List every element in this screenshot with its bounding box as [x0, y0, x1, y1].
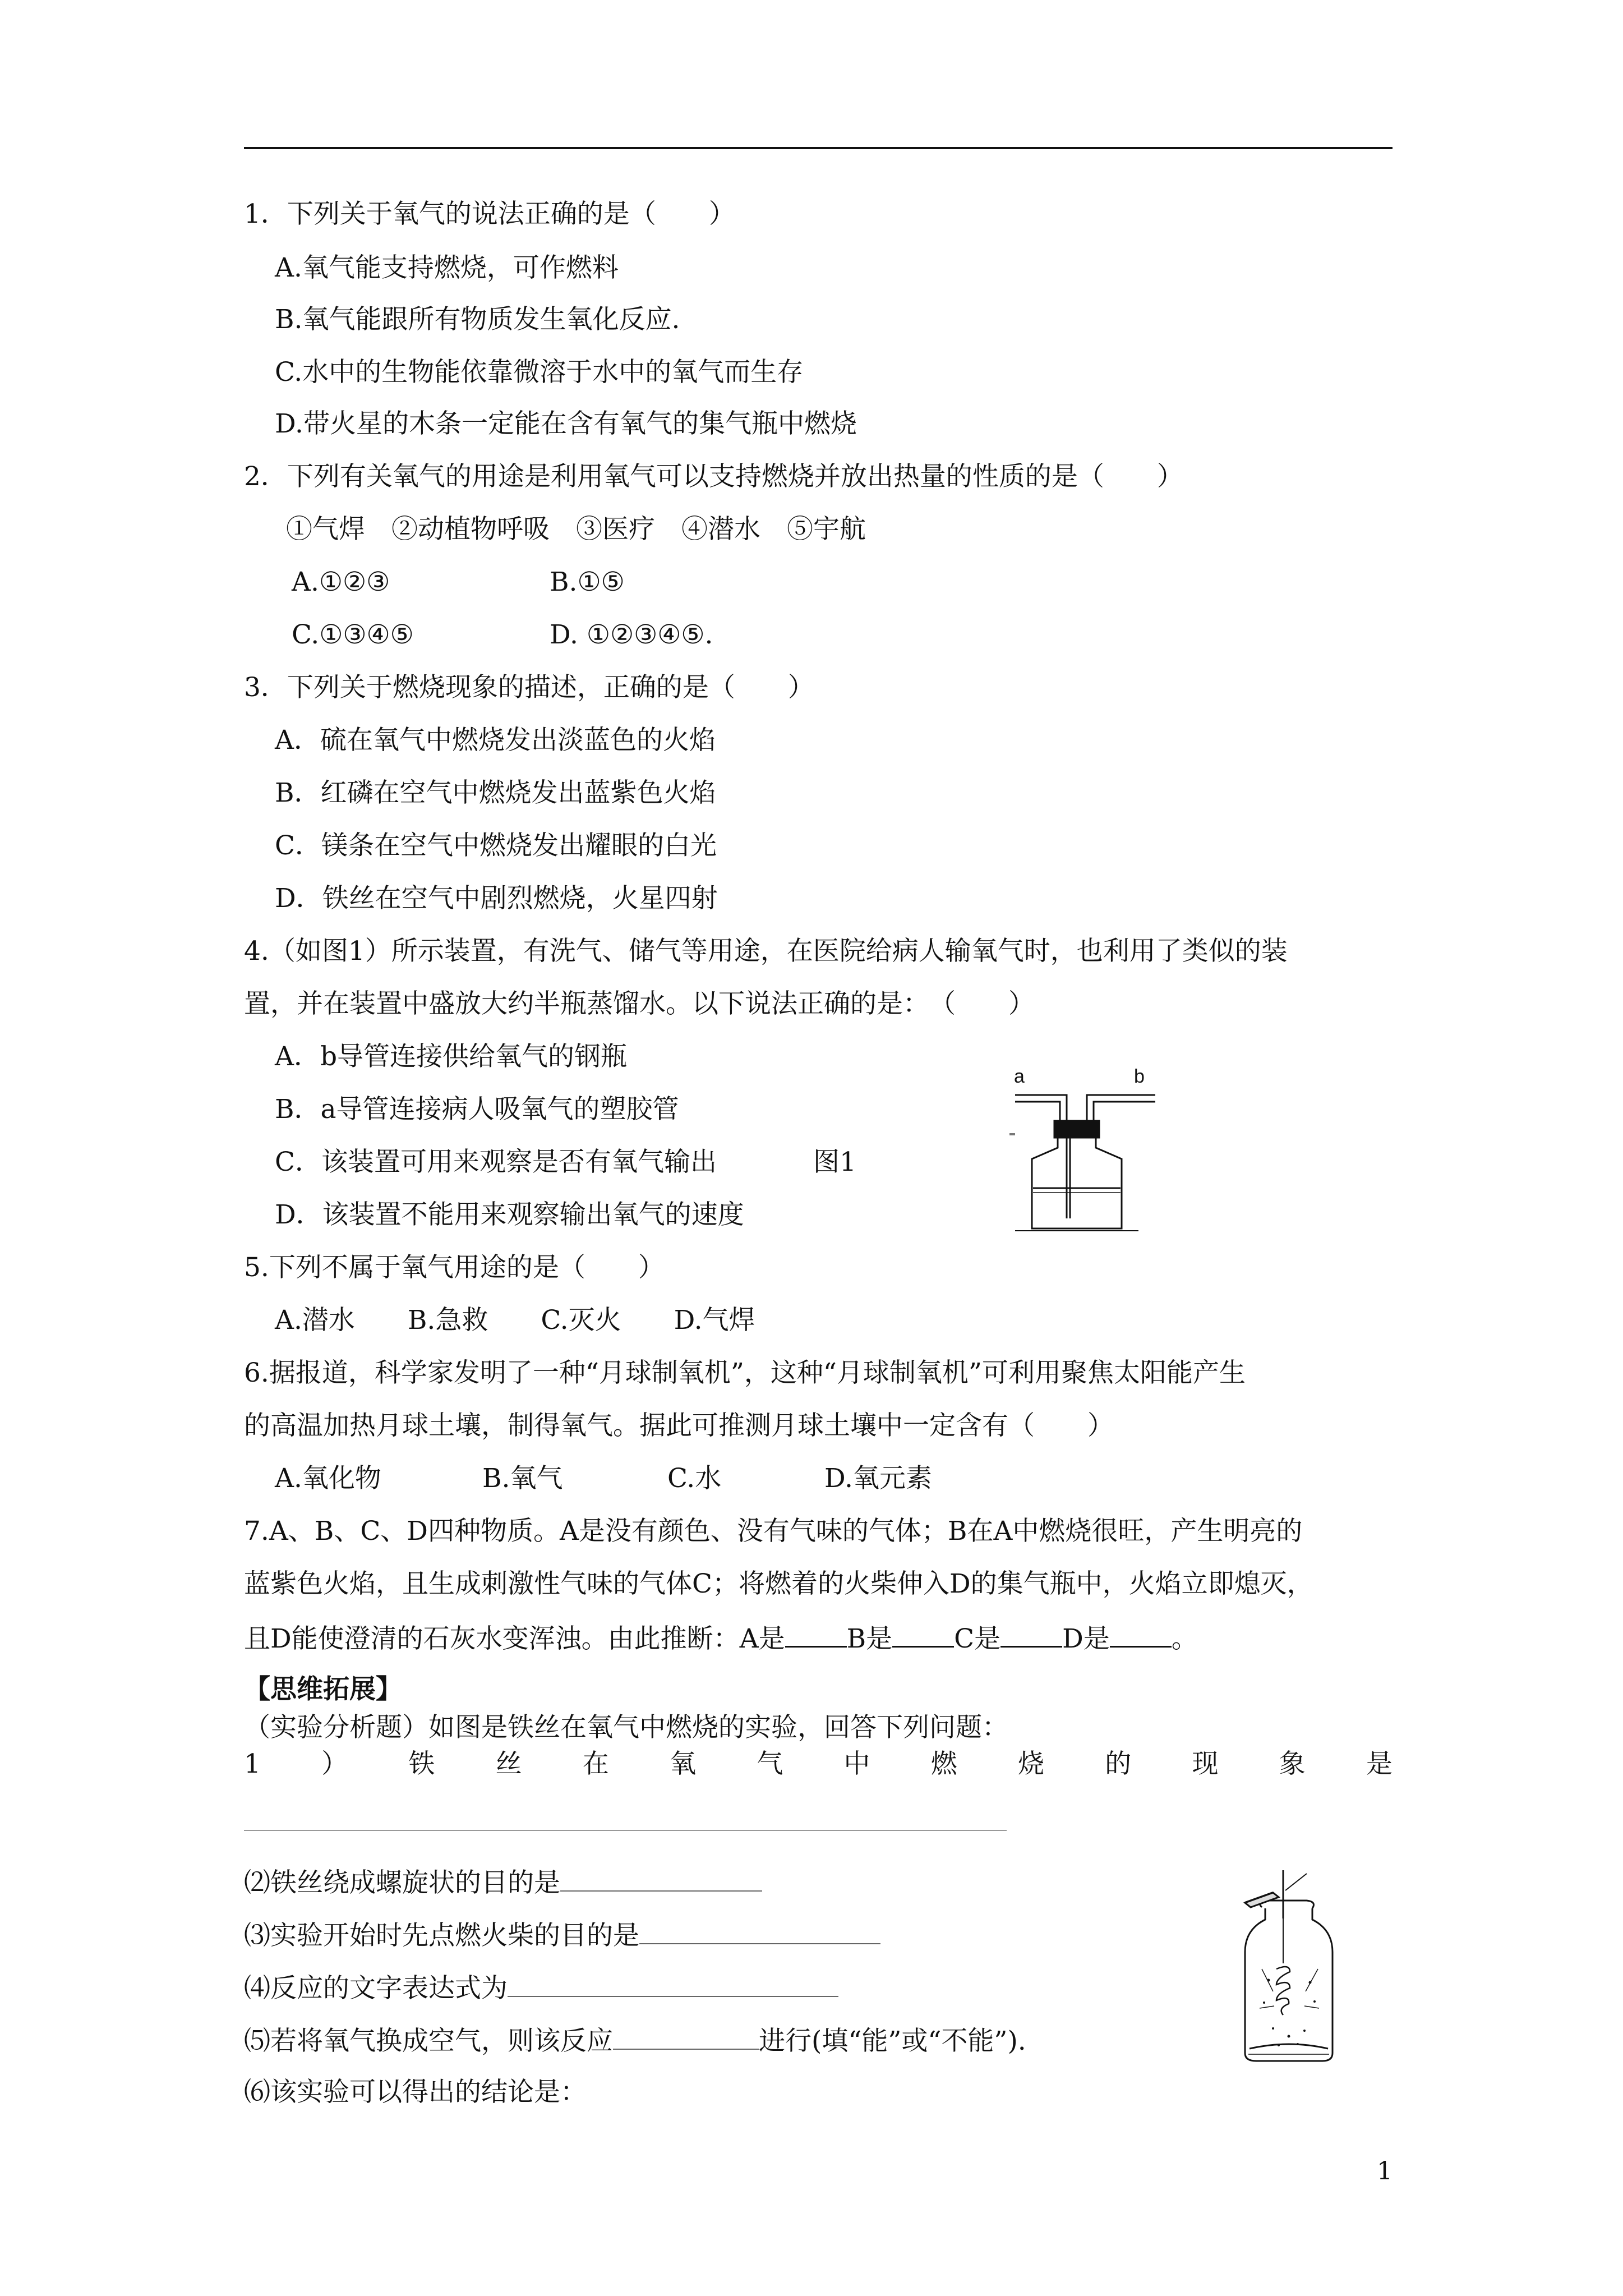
extension-q4-blank[interactable]: [508, 1970, 838, 1997]
extension-q1-char: 是: [1366, 1749, 1393, 1779]
extension-q1-char: 气: [757, 1749, 783, 1779]
q2-option-c: C.①③④⑤: [292, 619, 414, 650]
figure-label-a: a: [1014, 1066, 1025, 1087]
q6-option-b: B.氧气: [482, 1463, 563, 1494]
extension-q5-text-a: ⑸若将氧气换成空气，则该反应: [244, 2026, 613, 2056]
q5-options: A.潜水 B.急救 C.灭火 D.气焊: [275, 1305, 755, 1336]
iron-wire-combustion-figure: [1223, 1868, 1352, 2070]
extension-q2: [244, 1865, 762, 1900]
extension-q1-char: 氧: [670, 1749, 697, 1779]
q1-option-d: D.带火星的木条一定能在含有氧气的集气瓶中燃烧: [275, 408, 857, 439]
q6-option-a: A.氧化物: [275, 1463, 381, 1494]
q1-option-a: A.氧气能支持燃烧，可作燃料: [275, 252, 619, 283]
q7-answer-d-blank[interactable]: [1110, 1620, 1172, 1648]
extension-q3: [244, 1917, 880, 1953]
q2-option-a: A.①②③: [292, 567, 390, 597]
q2-option-d: D. ①②③④⑤.: [550, 619, 713, 650]
q7-prompt-b: B是: [846, 1623, 893, 1654]
q1-option-c: C.水中的生物能依靠微溶于水中的氧气而生存: [275, 357, 804, 388]
extension-q1-char: 象: [1279, 1749, 1306, 1779]
q7-prompt-c: C是: [954, 1623, 1001, 1654]
q1-stem: 1．下列关于氧气的说法正确的是（ ）: [244, 199, 735, 229]
q4-figure-caption: 图1: [813, 1147, 856, 1177]
q5-stem: 5.下列不属于氧气用途的是（ ）: [244, 1252, 665, 1283]
q4-stem-line2: 置，并在装置中盛放大约半瓶蒸馏水。以下说法正确的是： （ ）: [244, 988, 1035, 1019]
extension-q1-char: 在: [582, 1749, 609, 1779]
extension-q1-answer-line[interactable]: [244, 1830, 1007, 1831]
q3-option-d: D．铁丝在空气中剧烈燃烧，火星四射: [275, 883, 718, 914]
q6-stem-line1: 6.据报道，科学家发明了一种“月球制氧机”，这种“月球制氧机”可利用聚焦太阳能产生: [244, 1358, 1246, 1388]
extension-q3-blank[interactable]: [639, 1917, 880, 1944]
extension-q2-text: ⑵铁丝绕成螺旋状的目的是: [244, 1867, 560, 1898]
extension-q1-row: [244, 1747, 1393, 1781]
gas-washing-bottle-figure: [1004, 1060, 1172, 1240]
extension-q1-char: 燃: [930, 1749, 957, 1779]
q2-stem: 2．下列有关氧气的用途是利用氧气可以支持燃烧并放出热量的性质的是（ ）: [244, 461, 1183, 492]
extension-q1-char: 的: [1105, 1749, 1132, 1779]
figure-label-b: b: [1134, 1066, 1145, 1087]
q7-prompt-d: D是: [1062, 1623, 1110, 1654]
q2-items: ①气焊 ②动植物呼吸 ③医疗 ④潜水 ⑤宇航: [286, 514, 866, 545]
q7-line2: 蓝紫色火焰，且生成刺激性气味的气体C；将燃着的火柴伸入D的集气瓶中，火焰立即熄灭，: [244, 1568, 1313, 1599]
q6-option-d: D.氧元素: [824, 1463, 932, 1494]
q3-option-b: B．红磷在空气中燃烧发出蓝紫色火焰: [275, 777, 716, 808]
q4-option-c: C．该装置可用来观察是否有氧气输出: [275, 1147, 717, 1177]
extension-intro: （实验分析题）如图是铁丝在氧气中燃烧的实验，回答下列问题：: [244, 1712, 1008, 1743]
header-rule: [244, 147, 1393, 149]
q6-option-c: C.水: [667, 1463, 722, 1494]
q3-option-a: A．硫在氧气中燃烧发出淡蓝色的火焰: [275, 725, 716, 756]
q7-line3: [244, 1620, 1198, 1656]
extension-q1-char: ）: [321, 1749, 348, 1779]
extension-q5-text-b: 进行(填“能”或“不能”).: [759, 2026, 1026, 2056]
extension-q1-char: 丝: [495, 1749, 522, 1779]
q3-option-c: C．镁条在空气中燃烧发出耀眼的白光: [275, 830, 717, 861]
page-number: 1: [1377, 2157, 1393, 2185]
q7-line1: 7.A、B、C、D四种物质。A是没有颜色、没有气味的气体；B在A中燃烧很旺，产生明亮的: [244, 1516, 1303, 1547]
extension-q3-text: ⑶实验开始时先点燃火柴的目的是: [244, 1920, 639, 1951]
extension-q1-char: 铁: [408, 1749, 435, 1779]
extension-q1-char: 中: [843, 1749, 870, 1779]
q7-end: 。: [1171, 1623, 1198, 1654]
extension-heading: 【思维拓展】: [244, 1674, 402, 1705]
q7-answer-c-blank[interactable]: [1000, 1620, 1062, 1648]
q2-option-b: B.①⑤: [550, 567, 625, 597]
q4-option-a: A．b导管连接供给氧气的钢瓶: [275, 1041, 628, 1072]
q4-option-d: D．该装置不能用来观察输出氧气的速度: [275, 1199, 744, 1230]
q7-prompt-a: 且D能使澄清的石灰水变浑浊。由此推断：A是: [244, 1623, 785, 1654]
extension-q1-char: 现: [1192, 1749, 1219, 1779]
extension-q1-char: 1: [244, 1749, 261, 1779]
q6-stem-line2: 的高温加热月球土壤，制得氧气。据此可推测月球土壤中一定含有（ ）: [244, 1410, 1114, 1441]
q7-answer-b-blank[interactable]: [892, 1620, 954, 1648]
q3-stem: 3．下列关于燃烧现象的描述，正确的是（ ）: [244, 672, 814, 703]
extension-q4: [244, 1970, 838, 2005]
extension-q4-text: ⑷反应的文字表达式为: [244, 1973, 508, 2004]
extension-q1-char: 烧: [1018, 1749, 1045, 1779]
extension-q2-blank[interactable]: [560, 1865, 762, 1892]
q1-option-b: B.氧气能跟所有物质发生氧化反应.: [275, 304, 680, 335]
q4-option-b: B．a导管连接病人吸氧气的塑胶管: [275, 1094, 679, 1125]
extension-q5-blank[interactable]: [613, 2023, 759, 2050]
extension-q6: ⑹该实验可以得出的结论是：: [244, 2077, 587, 2108]
q7-answer-a-blank[interactable]: [785, 1620, 847, 1648]
extension-q5: [244, 2023, 1026, 2058]
q4-stem-line1: 4.（如图1）所示装置，有洗气、储气等用途，在医院给病人输氧气时，也利用了类似的装: [244, 936, 1288, 967]
